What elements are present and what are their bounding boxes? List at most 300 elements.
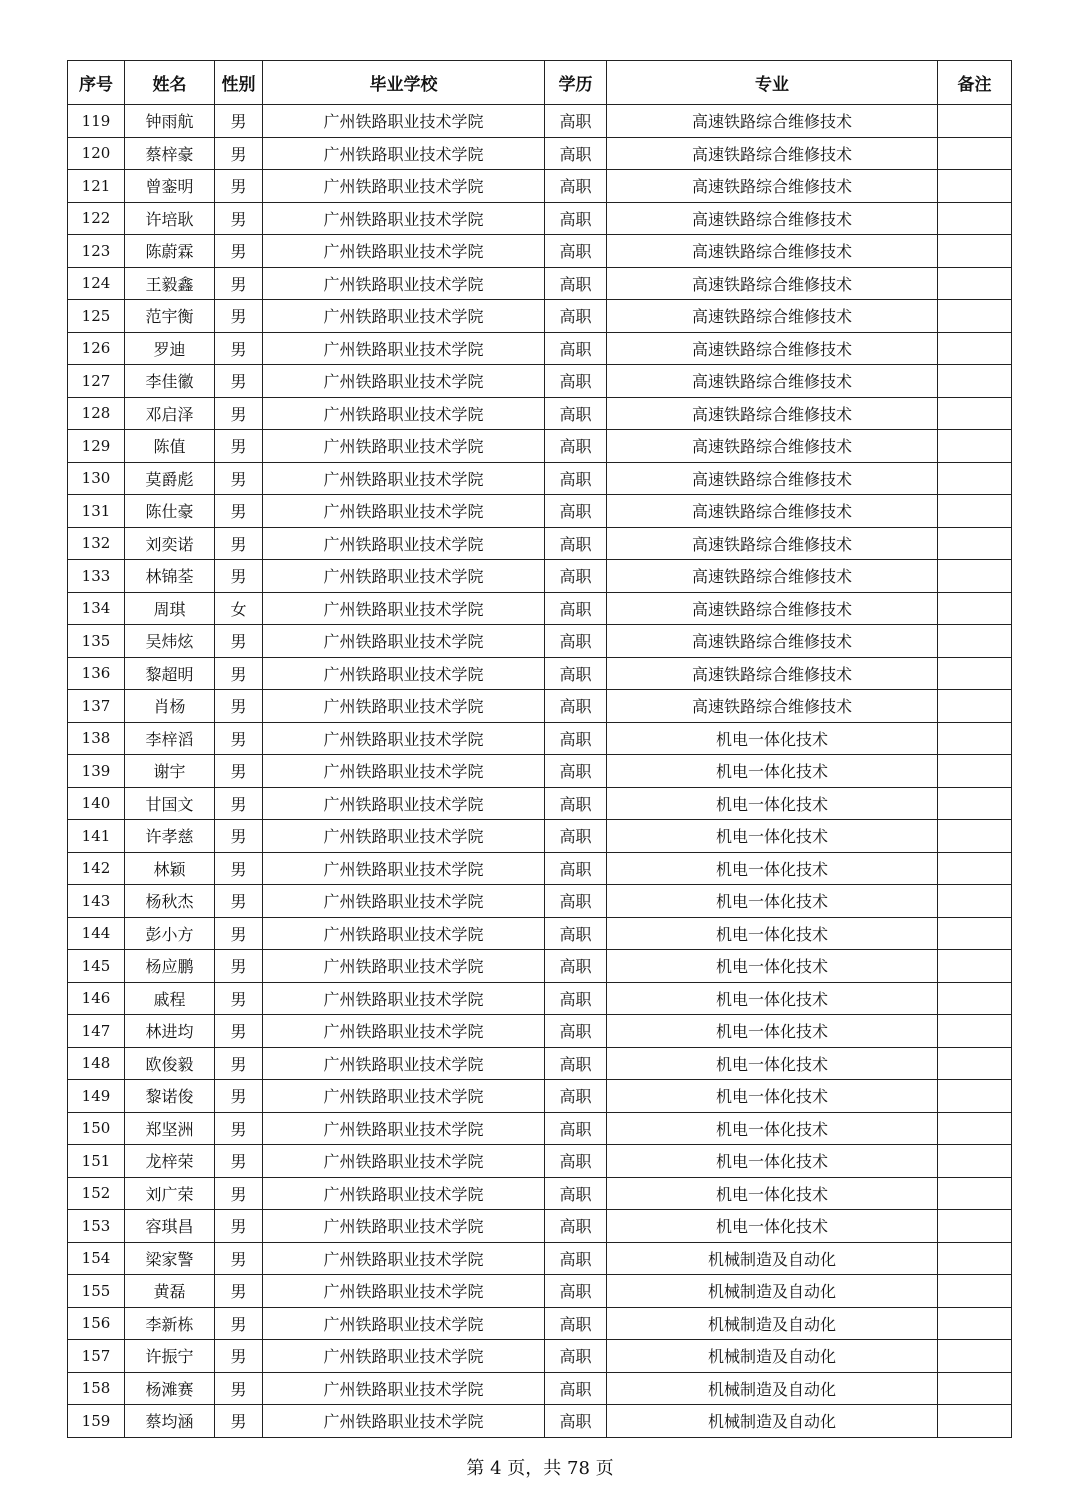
degree-cell: 高职 [545,592,607,625]
gender-cell: 男 [215,1080,263,1113]
remark-cell [938,755,1012,788]
degree-cell: 高职 [545,397,607,430]
table-row [68,722,1012,755]
name-cell: 彭小方 [125,917,215,950]
remark-cell [938,235,1012,268]
seq-cell: 126 [68,332,125,365]
seq-cell: 147 [68,1015,125,1048]
degree-cell: 高职 [545,917,607,950]
major-cell: 高速铁路综合维修技术 [607,527,938,560]
school-cell: 广州铁路职业技术学院 [263,917,545,950]
remark-cell [938,1210,1012,1243]
roster-table [67,60,1012,1438]
name-cell: 范宇衡 [125,300,215,333]
remark-cell [938,430,1012,463]
major-cell: 高速铁路综合维修技术 [607,300,938,333]
gender-cell: 男 [215,202,263,235]
header-school: 毕业学校 [263,61,545,105]
gender-cell: 男 [215,397,263,430]
header-seq: 序号 [68,61,125,105]
school-cell: 广州铁路职业技术学院 [263,1372,545,1405]
remark-cell [938,787,1012,820]
remark-cell [938,267,1012,300]
degree-cell: 高职 [545,852,607,885]
major-cell: 机电一体化技术 [607,1112,938,1145]
seq-cell: 143 [68,885,125,918]
degree-cell: 高职 [545,300,607,333]
table-row [68,332,1012,365]
name-cell: 梁家警 [125,1242,215,1275]
remark-cell [938,527,1012,560]
degree-cell: 高职 [545,1307,607,1340]
name-cell: 蔡梓豪 [125,137,215,170]
table-row [68,560,1012,593]
major-cell: 机电一体化技术 [607,950,938,983]
degree-cell: 高职 [545,105,607,138]
degree-cell: 高职 [545,722,607,755]
gender-cell: 男 [215,1307,263,1340]
school-cell: 广州铁路职业技术学院 [263,592,545,625]
school-cell: 广州铁路职业技术学院 [263,885,545,918]
school-cell: 广州铁路职业技术学院 [263,235,545,268]
school-cell: 广州铁路职业技术学院 [263,495,545,528]
name-cell: 欧俊毅 [125,1047,215,1080]
remark-cell [938,722,1012,755]
remark-cell [938,397,1012,430]
degree-cell: 高职 [545,170,607,203]
school-cell: 广州铁路职业技术学院 [263,462,545,495]
degree-cell: 高职 [545,462,607,495]
school-cell: 广州铁路职业技术学院 [263,267,545,300]
name-cell: 林颖 [125,852,215,885]
major-cell: 机电一体化技术 [607,885,938,918]
major-cell: 机械制造及自动化 [607,1242,938,1275]
major-cell: 机电一体化技术 [607,1145,938,1178]
remark-cell [938,917,1012,950]
gender-cell: 男 [215,365,263,398]
name-cell: 许孝慈 [125,820,215,853]
table-row [68,917,1012,950]
major-cell: 机械制造及自动化 [607,1372,938,1405]
gender-cell: 男 [215,235,263,268]
remark-cell [938,170,1012,203]
seq-cell: 149 [68,1080,125,1113]
seq-cell: 121 [68,170,125,203]
remark-cell [938,105,1012,138]
gender-cell: 男 [215,560,263,593]
table-body [68,105,1012,1438]
major-cell: 高速铁路综合维修技术 [607,690,938,723]
major-cell: 高速铁路综合维修技术 [607,657,938,690]
school-cell: 广州铁路职业技术学院 [263,1340,545,1373]
seq-cell: 122 [68,202,125,235]
gender-cell: 男 [215,1015,263,1048]
name-cell: 陈仕豪 [125,495,215,528]
gender-cell: 男 [215,982,263,1015]
major-cell: 机械制造及自动化 [607,1275,938,1308]
seq-cell: 152 [68,1177,125,1210]
school-cell: 广州铁路职业技术学院 [263,527,545,560]
table-row [68,462,1012,495]
seq-cell: 150 [68,1112,125,1145]
seq-cell: 157 [68,1340,125,1373]
gender-cell: 男 [215,495,263,528]
degree-cell: 高职 [545,950,607,983]
name-cell: 周琪 [125,592,215,625]
seq-cell: 159 [68,1405,125,1438]
table-row [68,982,1012,1015]
seq-cell: 155 [68,1275,125,1308]
table-row [68,1210,1012,1243]
school-cell: 广州铁路职业技术学院 [263,332,545,365]
table-row [68,1307,1012,1340]
table-row [68,202,1012,235]
major-cell: 高速铁路综合维修技术 [607,170,938,203]
table-header-row [68,61,1012,105]
school-cell: 广州铁路职业技术学院 [263,170,545,203]
remark-cell [938,495,1012,528]
remark-cell [938,657,1012,690]
name-cell: 林锦荃 [125,560,215,593]
remark-cell [938,1340,1012,1373]
school-cell: 广州铁路职业技术学院 [263,625,545,658]
name-cell: 林进均 [125,1015,215,1048]
degree-cell: 高职 [545,625,607,658]
remark-cell [938,1145,1012,1178]
gender-cell: 男 [215,1405,263,1438]
gender-cell: 男 [215,755,263,788]
name-cell: 蔡均涵 [125,1405,215,1438]
remark-cell [938,820,1012,853]
remark-cell [938,1177,1012,1210]
table-row [68,950,1012,983]
page-footer: 第 4 页，共 78 页 [466,1458,614,1479]
major-cell: 高速铁路综合维修技术 [607,332,938,365]
school-cell: 广州铁路职业技术学院 [263,1177,545,1210]
gender-cell: 男 [215,950,263,983]
degree-cell: 高职 [545,560,607,593]
seq-cell: 135 [68,625,125,658]
name-cell: 许振宁 [125,1340,215,1373]
table-row [68,365,1012,398]
table-row [68,137,1012,170]
remark-cell [938,365,1012,398]
table-row [68,1145,1012,1178]
seq-cell: 134 [68,592,125,625]
name-cell: 李新栋 [125,1307,215,1340]
gender-cell: 男 [215,462,263,495]
major-cell: 机电一体化技术 [607,1080,938,1113]
gender-cell: 男 [215,885,263,918]
name-cell: 谢宇 [125,755,215,788]
school-cell: 广州铁路职业技术学院 [263,137,545,170]
seq-cell: 141 [68,820,125,853]
major-cell: 高速铁路综合维修技术 [607,137,938,170]
gender-cell: 男 [215,430,263,463]
degree-cell: 高职 [545,787,607,820]
remark-cell [938,1307,1012,1340]
table-row [68,1177,1012,1210]
degree-cell: 高职 [545,137,607,170]
school-cell: 广州铁路职业技术学院 [263,1210,545,1243]
school-cell: 广州铁路职业技术学院 [263,787,545,820]
gender-cell: 男 [215,267,263,300]
table-row [68,527,1012,560]
degree-cell: 高职 [545,1080,607,1113]
table-row [68,592,1012,625]
gender-cell: 男 [215,300,263,333]
seq-cell: 138 [68,722,125,755]
remark-cell [938,1047,1012,1080]
table-row [68,625,1012,658]
name-cell: 曾銮明 [125,170,215,203]
name-cell: 刘广荣 [125,1177,215,1210]
seq-cell: 154 [68,1242,125,1275]
name-cell: 钟雨航 [125,105,215,138]
seq-cell: 129 [68,430,125,463]
gender-cell: 男 [215,1177,263,1210]
name-cell: 邓启泽 [125,397,215,430]
name-cell: 甘国文 [125,787,215,820]
remark-cell [938,300,1012,333]
header-degree: 学历 [545,61,607,105]
table-row [68,1080,1012,1113]
remark-cell [938,137,1012,170]
header-major: 专业 [607,61,938,105]
degree-cell: 高职 [545,235,607,268]
major-cell: 机电一体化技术 [607,1210,938,1243]
remark-cell [938,560,1012,593]
degree-cell: 高职 [545,527,607,560]
school-cell: 广州铁路职业技术学院 [263,430,545,463]
school-cell: 广州铁路职业技术学院 [263,755,545,788]
seq-cell: 127 [68,365,125,398]
seq-cell: 140 [68,787,125,820]
major-cell: 高速铁路综合维修技术 [607,430,938,463]
school-cell: 广州铁路职业技术学院 [263,1307,545,1340]
name-cell: 许培耿 [125,202,215,235]
table-row [68,690,1012,723]
name-cell: 李佳徽 [125,365,215,398]
seq-cell: 131 [68,495,125,528]
degree-cell: 高职 [545,1210,607,1243]
table-row [68,1112,1012,1145]
seq-cell: 133 [68,560,125,593]
remark-cell [938,462,1012,495]
gender-cell: 男 [215,1145,263,1178]
remark-cell [938,625,1012,658]
remark-cell [938,1372,1012,1405]
school-cell: 广州铁路职业技术学院 [263,690,545,723]
degree-cell: 高职 [545,1145,607,1178]
seq-cell: 132 [68,527,125,560]
degree-cell: 高职 [545,1405,607,1438]
gender-cell: 男 [215,917,263,950]
degree-cell: 高职 [545,690,607,723]
table-row [68,885,1012,918]
degree-cell: 高职 [545,1372,607,1405]
school-cell: 广州铁路职业技术学院 [263,1405,545,1438]
remark-cell [938,1015,1012,1048]
gender-cell: 男 [215,137,263,170]
degree-cell: 高职 [545,657,607,690]
major-cell: 机电一体化技术 [607,917,938,950]
name-cell: 黎诺俊 [125,1080,215,1113]
school-cell: 广州铁路职业技术学院 [263,1047,545,1080]
school-cell: 广州铁路职业技术学院 [263,365,545,398]
seq-cell: 119 [68,105,125,138]
degree-cell: 高职 [545,1015,607,1048]
major-cell: 高速铁路综合维修技术 [607,625,938,658]
degree-cell: 高职 [545,1275,607,1308]
name-cell: 杨滩赛 [125,1372,215,1405]
remark-cell [938,332,1012,365]
remark-cell [938,1242,1012,1275]
table-row [68,300,1012,333]
major-cell: 机电一体化技术 [607,722,938,755]
remark-cell [938,1112,1012,1145]
name-cell: 吴炜炫 [125,625,215,658]
school-cell: 广州铁路职业技术学院 [263,1080,545,1113]
major-cell: 机电一体化技术 [607,820,938,853]
name-cell: 杨秋杰 [125,885,215,918]
seq-cell: 136 [68,657,125,690]
table-row [68,787,1012,820]
remark-cell [938,1405,1012,1438]
seq-cell: 130 [68,462,125,495]
gender-cell: 男 [215,657,263,690]
gender-cell: 男 [215,1047,263,1080]
degree-cell: 高职 [545,885,607,918]
seq-cell: 128 [68,397,125,430]
gender-cell: 男 [215,105,263,138]
remark-cell [938,690,1012,723]
degree-cell: 高职 [545,1242,607,1275]
table-row [68,170,1012,203]
major-cell: 机械制造及自动化 [607,1340,938,1373]
table-row [68,1242,1012,1275]
table-row [68,397,1012,430]
major-cell: 高速铁路综合维修技术 [607,560,938,593]
school-cell: 广州铁路职业技术学院 [263,852,545,885]
table-row [68,1275,1012,1308]
school-cell: 广州铁路职业技术学院 [263,397,545,430]
seq-cell: 146 [68,982,125,1015]
school-cell: 广州铁路职业技术学院 [263,300,545,333]
degree-cell: 高职 [545,430,607,463]
table-row [68,267,1012,300]
seq-cell: 156 [68,1307,125,1340]
table-row [68,1372,1012,1405]
table-row [68,820,1012,853]
school-cell: 广州铁路职业技术学院 [263,1112,545,1145]
gender-cell: 男 [215,527,263,560]
school-cell: 广州铁路职业技术学院 [263,1015,545,1048]
table-row [68,1047,1012,1080]
gender-cell: 男 [215,820,263,853]
remark-cell [938,1275,1012,1308]
major-cell: 高速铁路综合维修技术 [607,267,938,300]
major-cell: 高速铁路综合维修技术 [607,365,938,398]
gender-cell: 男 [215,722,263,755]
degree-cell: 高职 [545,202,607,235]
degree-cell: 高职 [545,982,607,1015]
table-row [68,235,1012,268]
major-cell: 高速铁路综合维修技术 [607,592,938,625]
degree-cell: 高职 [545,820,607,853]
school-cell: 广州铁路职业技术学院 [263,950,545,983]
school-cell: 广州铁路职业技术学院 [263,560,545,593]
seq-cell: 151 [68,1145,125,1178]
major-cell: 机械制造及自动化 [607,1307,938,1340]
table-row [68,495,1012,528]
gender-cell: 男 [215,170,263,203]
school-cell: 广州铁路职业技术学院 [263,982,545,1015]
school-cell: 广州铁路职业技术学院 [263,1242,545,1275]
remark-cell [938,202,1012,235]
gender-cell: 男 [215,1112,263,1145]
remark-cell [938,885,1012,918]
degree-cell: 高职 [545,1177,607,1210]
gender-cell: 男 [215,1210,263,1243]
seq-cell: 158 [68,1372,125,1405]
major-cell: 高速铁路综合维修技术 [607,235,938,268]
table-row [68,657,1012,690]
seq-cell: 139 [68,755,125,788]
seq-cell: 148 [68,1047,125,1080]
school-cell: 广州铁路职业技术学院 [263,820,545,853]
name-cell: 肖杨 [125,690,215,723]
name-cell: 陈蔚霖 [125,235,215,268]
degree-cell: 高职 [545,1112,607,1145]
gender-cell: 男 [215,852,263,885]
name-cell: 王毅鑫 [125,267,215,300]
table-row [68,1015,1012,1048]
table-row [68,755,1012,788]
gender-cell: 女 [215,592,263,625]
school-cell: 广州铁路职业技术学院 [263,202,545,235]
major-cell: 机械制造及自动化 [607,1405,938,1438]
seq-cell: 124 [68,267,125,300]
degree-cell: 高职 [545,267,607,300]
remark-cell [938,852,1012,885]
name-cell: 黎超明 [125,657,215,690]
school-cell: 广州铁路职业技术学院 [263,722,545,755]
seq-cell: 153 [68,1210,125,1243]
gender-cell: 男 [215,690,263,723]
name-cell: 容琪昌 [125,1210,215,1243]
header-name: 姓名 [125,61,215,105]
major-cell: 高速铁路综合维修技术 [607,462,938,495]
seq-cell: 123 [68,235,125,268]
name-cell: 黄磊 [125,1275,215,1308]
remark-cell [938,950,1012,983]
major-cell: 机电一体化技术 [607,787,938,820]
gender-cell: 男 [215,787,263,820]
name-cell: 罗迪 [125,332,215,365]
header-gender: 性别 [215,61,263,105]
gender-cell: 男 [215,1242,263,1275]
gender-cell: 男 [215,1340,263,1373]
seq-cell: 137 [68,690,125,723]
school-cell: 广州铁路职业技术学院 [263,1275,545,1308]
gender-cell: 男 [215,1372,263,1405]
major-cell: 机电一体化技术 [607,1015,938,1048]
seq-cell: 142 [68,852,125,885]
degree-cell: 高职 [545,365,607,398]
table-row [68,1340,1012,1373]
degree-cell: 高职 [545,1047,607,1080]
